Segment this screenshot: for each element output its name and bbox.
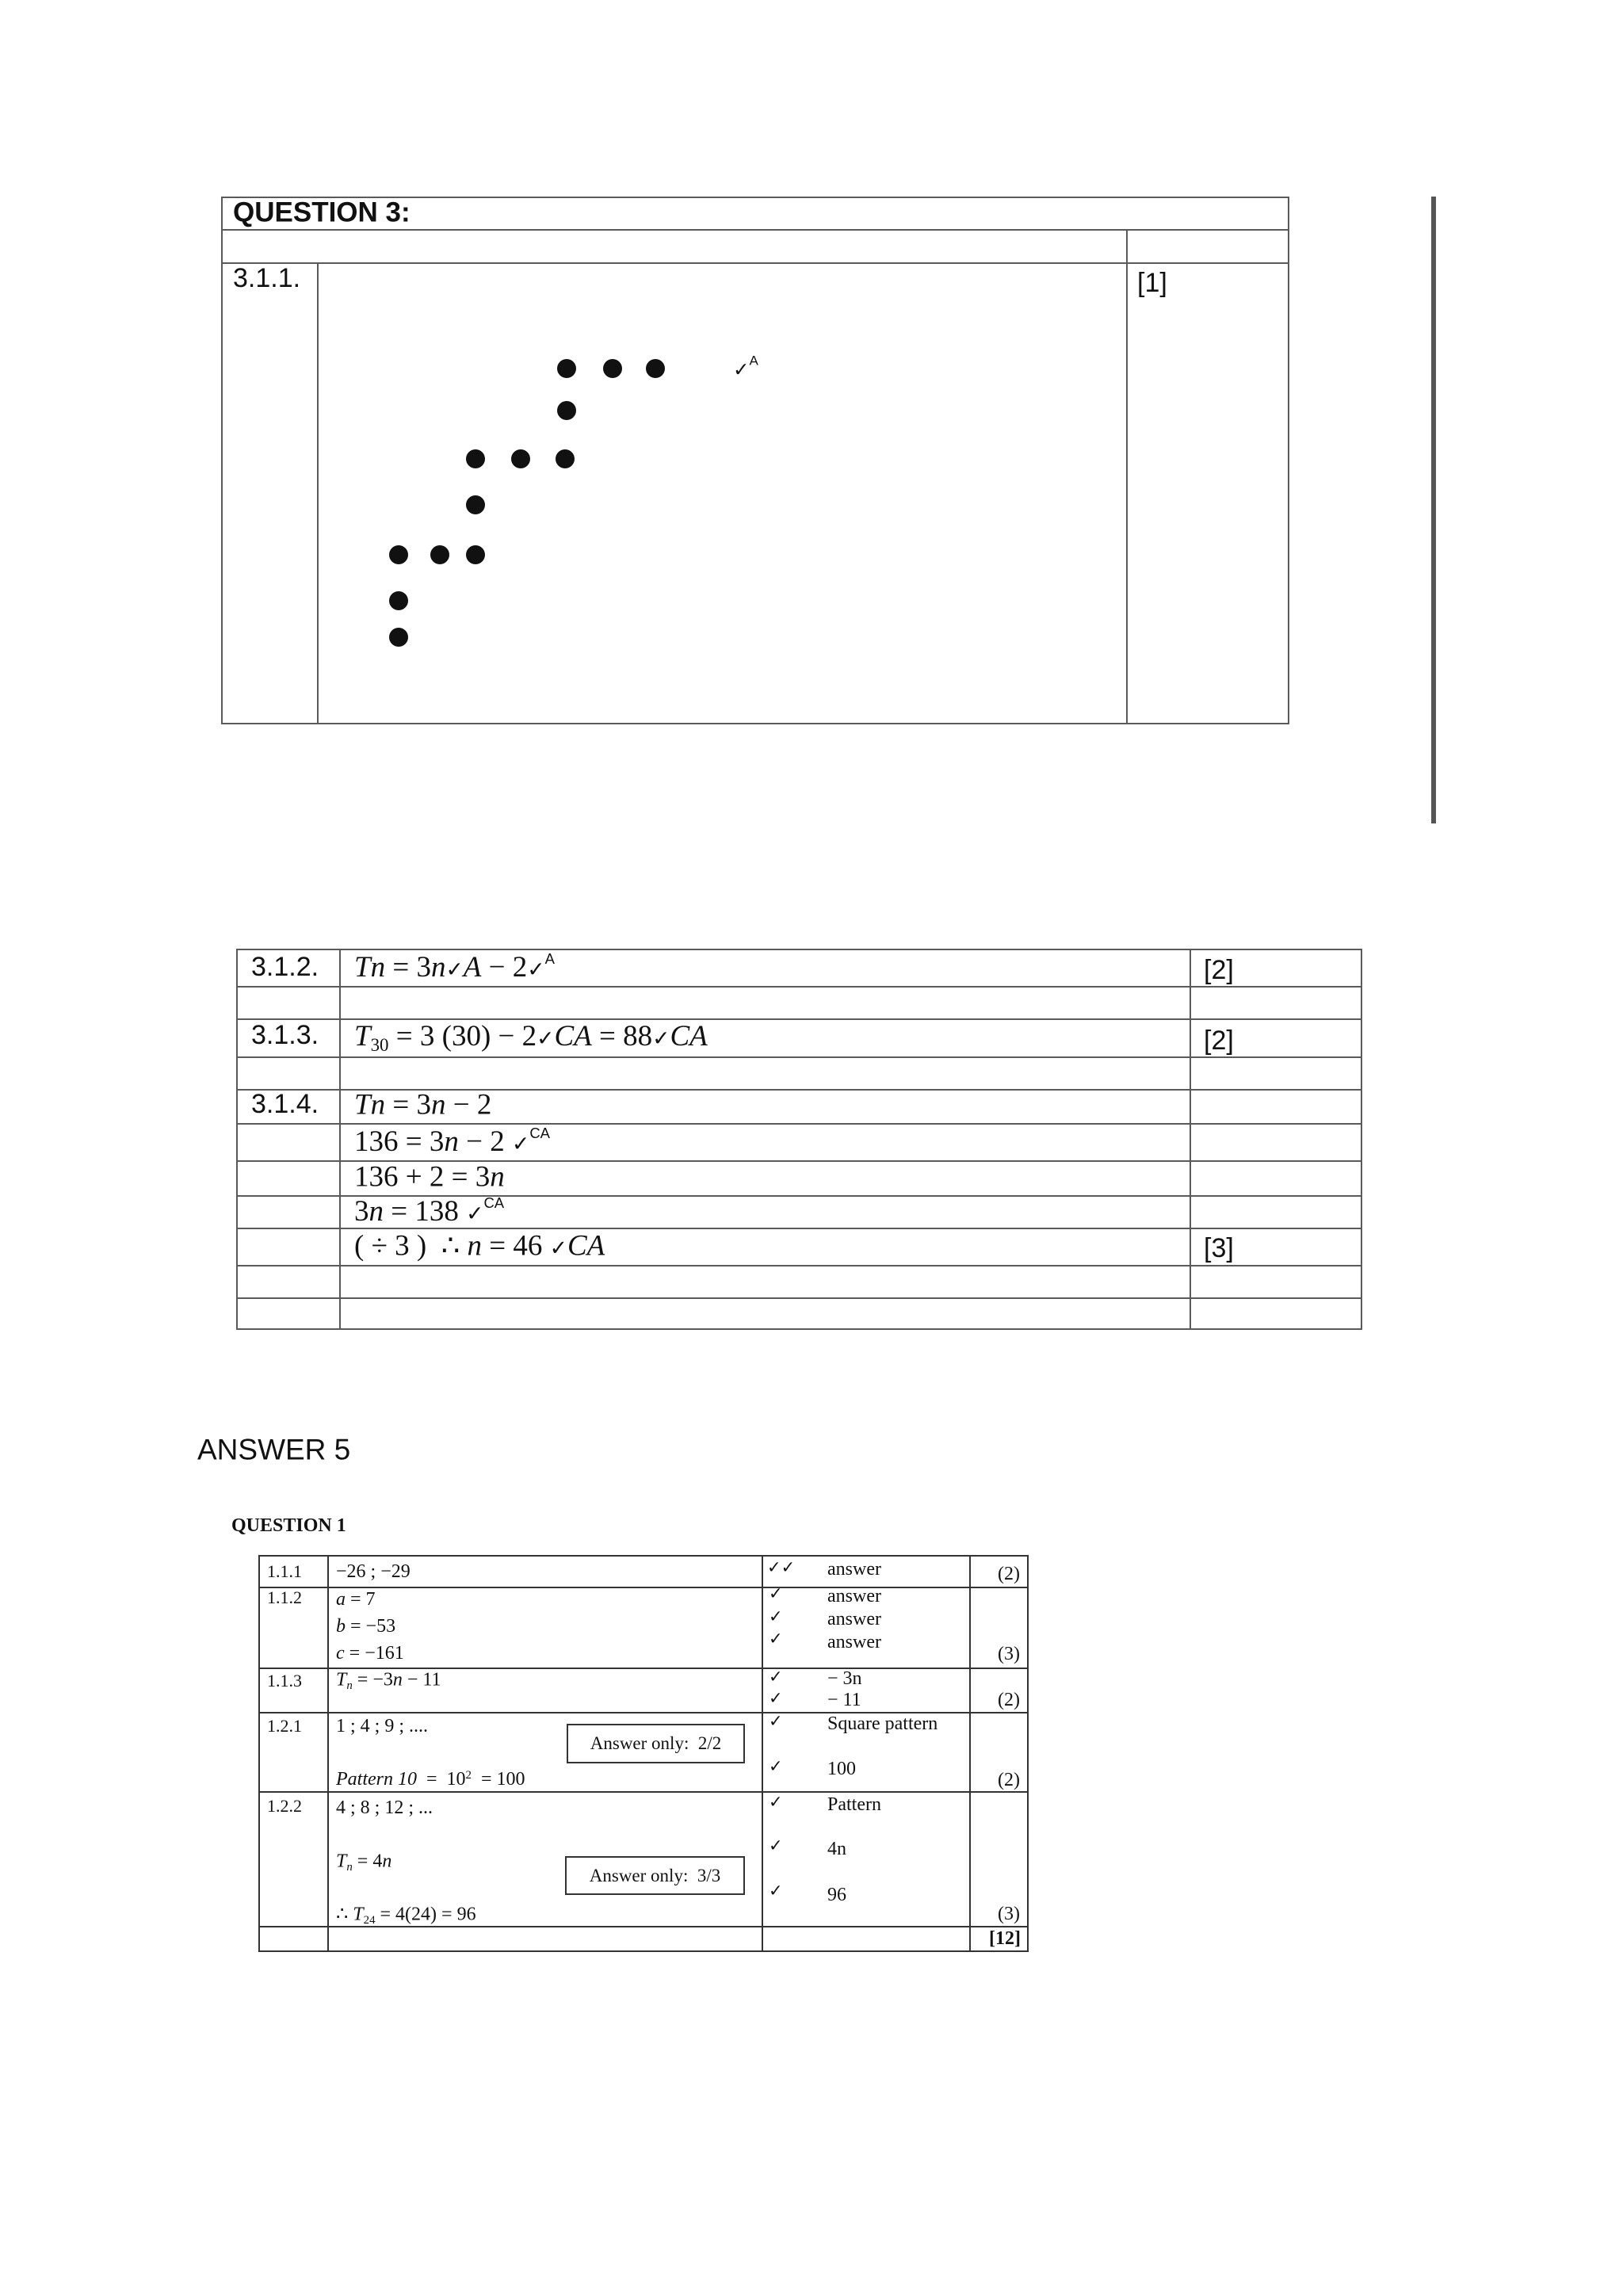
item-number: 1.1.2 (267, 1587, 302, 1607)
item-marks: [2] (1204, 1026, 1234, 1056)
mark-label: Square pattern (827, 1713, 938, 1734)
margin-bar (1431, 197, 1436, 823)
math-term: − 2 (445, 1088, 492, 1121)
math-term: = 7 (346, 1589, 376, 1610)
table-rule (969, 1555, 971, 1952)
math-term: T (354, 1020, 371, 1053)
check-mark-icon: ✓ (549, 1236, 567, 1261)
answer-heading: ANSWER 5 (197, 1433, 351, 1466)
work-line (354, 1088, 492, 1121)
table-rule (236, 1056, 1362, 1058)
item-number: 1.2.2 (267, 1796, 302, 1816)
work-line (336, 1851, 391, 1873)
table-rule (1126, 229, 1128, 724)
item-number: 3.1.2. (251, 952, 319, 982)
math-term: b (336, 1616, 346, 1637)
math-term: − 2 (481, 950, 528, 984)
item-number: 1.2.1 (267, 1716, 302, 1736)
math-term: Pattern 10 (336, 1769, 417, 1790)
math-term: 3 (354, 1194, 369, 1228)
work-line (336, 1770, 525, 1789)
math-term: n (467, 1229, 482, 1263)
math-term: c (336, 1643, 345, 1664)
check-mark-icon: ✓ (769, 1606, 783, 1626)
check-mark-icon: ✓ (769, 1756, 783, 1776)
item-marks: [1] (1137, 268, 1167, 298)
table-rule (236, 1265, 1362, 1266)
mark-code: CA (529, 1125, 551, 1142)
check-mark-icon: ✓ (466, 1201, 484, 1226)
mark-label: answer (827, 1586, 881, 1606)
math-term: = −161 (344, 1643, 404, 1664)
math-term: = 46 (482, 1229, 550, 1263)
pattern-dot (511, 449, 530, 468)
work-line (336, 1670, 441, 1691)
item-number: 3.1.4. (251, 1089, 319, 1119)
work-line (336, 1562, 411, 1581)
math-term: 4 ; 8 ; 12 ; ... (336, 1797, 433, 1818)
mark-label: answer (827, 1609, 881, 1629)
answer-only-note (567, 1724, 745, 1763)
pattern-dot (557, 359, 576, 378)
math-term: = 138 (384, 1194, 467, 1228)
pattern-dot (466, 545, 485, 564)
math-term: A (463, 950, 482, 984)
pattern-dot (557, 401, 576, 420)
mark-label: 100 (827, 1759, 856, 1779)
work-line (336, 1644, 404, 1663)
math-term: T (336, 1669, 347, 1690)
math-term: CA (567, 1229, 605, 1263)
check-mark-icon: ✓ (652, 1026, 670, 1052)
math-term: a (336, 1589, 346, 1610)
math-term: n (382, 1851, 392, 1872)
item-number: 3.1.1. (233, 263, 301, 293)
mark-label: − 3n (827, 1668, 862, 1689)
math-term: = 88 (591, 1020, 653, 1053)
math-term: n (444, 1125, 459, 1158)
pattern-dot (603, 359, 622, 378)
pattern-dot (389, 628, 408, 647)
math-term: n (346, 1679, 353, 1692)
answer-only-note (565, 1856, 745, 1895)
check-mark-icon: ✓ (537, 1026, 555, 1052)
work-line (354, 1126, 550, 1156)
pattern-dot (430, 545, 449, 564)
math-term: 1 ; 4 ; 9 ; .... (336, 1716, 429, 1736)
math-term: Tn (354, 950, 386, 984)
math-term: 136 = 3 (354, 1125, 445, 1158)
mark-label: answer (827, 1632, 881, 1652)
check-mark-annotation (733, 353, 758, 381)
work-line (354, 1196, 504, 1226)
math-term: 24 (363, 1913, 376, 1927)
pattern-dot (646, 359, 665, 378)
work-line (336, 1798, 433, 1817)
item-number: 1.1.3 (267, 1671, 302, 1690)
math-term: T (336, 1851, 347, 1872)
math-term: 30 (370, 1034, 389, 1055)
math-term: CA (554, 1020, 592, 1053)
question3-title: QUESTION 3: (233, 197, 411, 228)
check-mark-icon: ✓✓ (767, 1557, 796, 1577)
work-line (354, 1022, 708, 1055)
work-line (354, 952, 555, 982)
math-term: − 2 (458, 1125, 512, 1158)
pattern-dot (556, 449, 575, 468)
table-rule (236, 986, 1362, 988)
math-term: 2 (465, 1768, 472, 1782)
table-rule (762, 1555, 763, 1952)
mark-label: 96 (827, 1885, 846, 1905)
pattern-dot (466, 449, 485, 468)
check-mark-icon: ✓ (769, 1629, 783, 1648)
mark-code: CA (483, 1194, 505, 1212)
math-term: ( ÷ 3 ) ∴ (354, 1229, 468, 1263)
item-marks: (2) (998, 1690, 1020, 1710)
mark-code: A (749, 353, 758, 369)
work-line (336, 1717, 428, 1736)
check-mark-icon: ✓ (527, 957, 545, 982)
answer-only-text: Answer only: 2/2 (590, 1733, 722, 1753)
item-marks: (3) (998, 1904, 1020, 1924)
math-term: −26 ; −29 (336, 1561, 411, 1582)
item-marks: [2] (1204, 955, 1234, 985)
answer-only-text: Answer only: 3/3 (589, 1865, 721, 1885)
work-line (336, 1590, 376, 1609)
table-rule (339, 949, 341, 1330)
mark-code: A (544, 950, 555, 968)
check-mark-icon: ✓ (769, 1688, 783, 1708)
pattern-dot (466, 495, 485, 514)
check-mark-icon: ✓ (769, 1711, 783, 1731)
math-term: = 3 (385, 950, 431, 984)
work-line (336, 1904, 476, 1926)
check-mark-icon: ✓ (512, 1131, 530, 1156)
item-marks: (2) (998, 1564, 1020, 1584)
math-term: n (430, 1088, 446, 1121)
math-term: n (392, 1669, 403, 1690)
math-term: − 11 (402, 1669, 441, 1690)
mark-label: answer (827, 1559, 881, 1580)
item-number: 3.1.3. (251, 1020, 319, 1050)
table-rule (236, 1123, 1362, 1125)
math-term: = 4 (352, 1851, 383, 1872)
check-mark-icon: ✓ (445, 957, 464, 982)
mark-label: Pattern (827, 1794, 881, 1815)
total-marks: [12] (989, 1928, 1021, 1949)
check-mark-icon: ✓ (733, 357, 750, 381)
math-term: n (346, 1860, 353, 1874)
mark-label: 4n (827, 1839, 846, 1859)
table-rule (236, 1297, 1362, 1299)
math-term: = 10 (417, 1769, 466, 1790)
math-term: = 4(24) = 96 (375, 1904, 476, 1925)
work-line (354, 1160, 505, 1194)
math-term: 136 + 2 = 3 (354, 1160, 491, 1194)
check-mark-icon: ✓ (769, 1836, 783, 1855)
check-mark-icon: ✓ (769, 1881, 783, 1901)
check-mark-icon: ✓ (769, 1584, 783, 1603)
work-line (354, 1229, 605, 1263)
pattern-dot (389, 591, 408, 610)
table-rule (1190, 949, 1191, 1330)
math-term: = −3 (352, 1669, 393, 1690)
item-marks: (3) (998, 1644, 1020, 1664)
math-term: n (369, 1194, 384, 1228)
math-term: Tn (354, 1088, 386, 1121)
item-number: 1.1.1 (267, 1561, 302, 1581)
pattern-dot (389, 545, 408, 564)
math-term: n (430, 950, 446, 984)
mark-label: − 11 (827, 1690, 861, 1710)
item-marks: [3] (1204, 1233, 1234, 1263)
math-term: T (353, 1904, 364, 1925)
check-mark-icon: ✓ (769, 1667, 783, 1687)
table-rule (327, 1555, 329, 1952)
math-term: = 100 (471, 1769, 525, 1790)
table-rule (258, 1791, 1029, 1793)
math-term: ∴ (336, 1904, 353, 1925)
question1-title: QUESTION 1 (231, 1515, 346, 1536)
math-term: = 3 (385, 1088, 431, 1121)
item-marks: (2) (998, 1770, 1020, 1790)
math-term: = −53 (346, 1616, 396, 1637)
math-term: = 3 (30) − 2 (388, 1020, 537, 1053)
work-line (336, 1617, 395, 1636)
table-rule (258, 1587, 1029, 1588)
table-rule (221, 229, 1289, 231)
math-term: CA (670, 1020, 708, 1053)
dot-pattern-diagram (317, 262, 1126, 724)
math-term: n (490, 1160, 505, 1194)
check-mark-icon: ✓ (769, 1792, 783, 1812)
